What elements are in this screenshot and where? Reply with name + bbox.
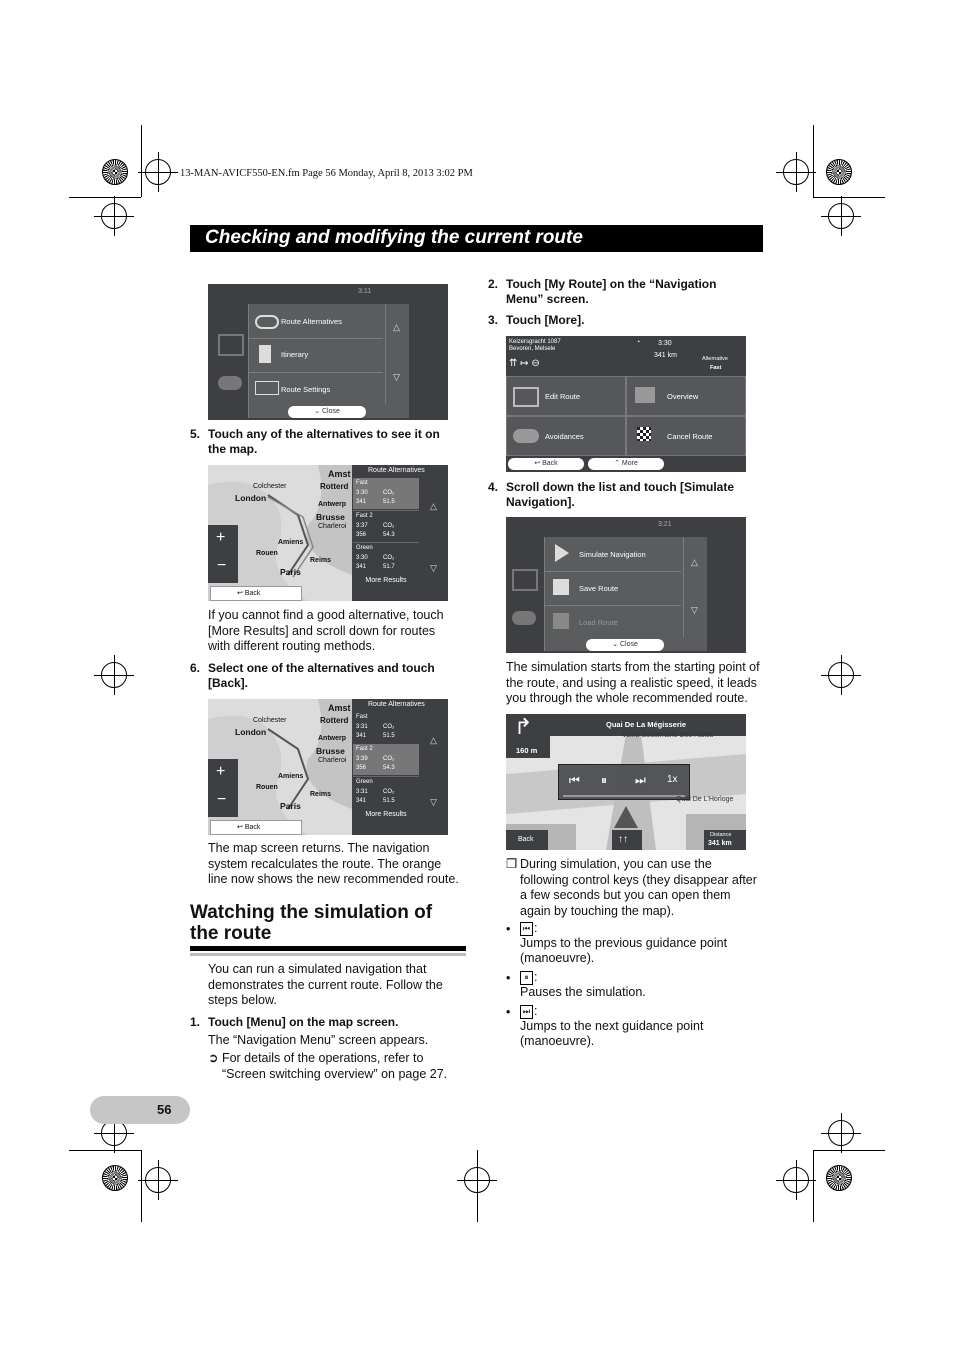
crop-mark [69,197,141,198]
previous-point-icon[interactable]: ⏮ [569,773,580,787]
turn-right-icon: ↱ [514,714,533,739]
back-label: Back [244,590,261,597]
distance-label: Distance [710,832,732,838]
screenshot-my-route [506,336,746,472]
scroll-down-icon[interactable]: ▽ [430,797,437,807]
previous-point-icon: ⏮ [520,922,533,936]
colon: : [534,1004,538,1018]
lane-guidance [612,830,642,850]
turn-distance: 160 m [516,746,538,755]
scroll-bar[interactable] [385,304,410,404]
registration-mark-icon [828,203,854,229]
back-arrow-icon: ↩ [237,590,245,597]
route-alternatives-icon [255,315,279,329]
more-results-button[interactable]: More Results [365,577,407,584]
close-button[interactable] [288,406,366,418]
colon: : [534,970,538,984]
alternatives-panel [352,465,448,601]
crop-mark [477,1150,478,1222]
crop-mark [813,125,814,197]
rosette-icon [826,159,852,185]
text-line: If you cannot find a good alternative, touch [208,608,444,622]
text-line: You can run a simulated navigation that [208,962,427,976]
step-text: Navigation]. [506,495,575,509]
pause-icon[interactable]: ⏸ [601,773,608,787]
city-label: London [235,493,267,503]
save-icon [553,579,569,595]
alternative-row[interactable]: Green 3:30 341 CO₂ 51.7 [353,542,419,574]
registration-mark-icon [783,1167,809,1193]
itinerary-icon [259,345,271,363]
route-time: 3:30 [356,490,368,496]
step-2 [488,277,768,309]
file-header: 13-MAN-AVICF550-EN.fm Page 56 Monday, April 8, 2013 3:02 PM [180,168,473,179]
alternative-row[interactable]: Green 3:31 341 CO₂ 51.5 [353,776,419,808]
bullet-dot: • [506,971,511,985]
text-line: again by touching the map). [520,903,675,918]
no-entry-icon [218,334,244,356]
city-label: Rotterd [320,482,349,491]
route-co2: 51.5 [383,499,395,505]
menu-item-label: Itinerary [281,350,309,359]
paragraph [506,660,771,707]
scroll-bar[interactable] [683,537,708,637]
step-text: Select one of the alternatives and touch [208,661,435,675]
simulate-menu-panel [544,537,707,651]
street-name: Quai De La Mégisserie [606,720,687,729]
registration-mark-icon [101,662,127,688]
step-text: [Back]. [208,676,249,690]
route-distance: 341 [356,798,367,804]
route-distance: 341 [356,733,367,739]
route-distance: 341 [356,564,367,570]
map-overview-icon [635,387,655,403]
menu-item-label: Load Route [579,618,618,627]
paragraph [208,841,470,888]
city-label: Amst [328,469,351,479]
menu-item-route-alternatives[interactable] [249,304,383,339]
city-label: Charleroi [318,523,347,530]
text-line: following control keys (they disappear after [520,872,757,887]
crop-mark [69,1150,141,1151]
speed-label[interactable]: 1x [667,774,678,785]
back-button[interactable] [210,586,302,601]
city-label: Brusse [316,746,345,756]
scroll-down-icon[interactable]: ▽ [691,605,698,615]
bullet-text: Pauses the simulation. [520,985,646,999]
alternatives-panel [352,699,448,835]
page-number: 56 [157,1102,172,1117]
street-label: Quai De L'Horloge [676,796,734,803]
avoid-icon [218,376,242,390]
checkered-flag-icon [637,427,651,441]
address-line: Bevoren, Melsele [509,346,556,352]
section-header-title: Checking and modifying the current route [205,227,583,248]
edit-route-icon [513,387,539,407]
button-label: Cancel Route [667,432,713,441]
screenshot-simulation [506,714,746,850]
back-button[interactable] [210,820,302,835]
menu-item-label: Route Alternatives [281,317,342,326]
chevron-down-icon: ⌄ [612,641,620,648]
progress-bar[interactable] [563,795,685,797]
scroll-up-icon[interactable]: △ [430,501,437,511]
next-point-icon: ⏭ [520,1005,533,1019]
alternative-row[interactable]: Fast 3:31 341 CO₂ 51.5 [356,714,395,739]
step-1 [190,1015,470,1031]
route-name: Fast [356,480,368,486]
city-label: Paris [280,567,301,577]
registration-mark-icon [145,159,171,185]
section-rule-shadow [190,953,466,956]
menu-item-label: Simulate Navigation [579,550,646,559]
scroll-up-icon[interactable]: △ [691,557,698,567]
route-name: Fast 2 [356,513,373,519]
section-rule [190,946,466,951]
route-icons: ⇈ ↦ ⊖ [509,358,540,369]
bullet-text: (manoeuvre). [520,1034,595,1048]
text-line: [More Results] and scroll down for routes [208,623,436,638]
city-label: Colchester [253,717,287,724]
city-label: Reims [310,791,332,798]
text-line: demonstrates the current route. Follow the [208,977,443,992]
route-co2: 54.3 [383,765,395,771]
city-label: London [235,727,267,737]
text-line: the route, and using a realistic speed, it leads [506,675,757,690]
button-label: Overview [667,392,699,401]
position-arrow-icon [614,806,638,828]
screenshot-route-alternatives [208,465,448,601]
step-number: 3. [488,313,499,327]
avoid-icon [512,611,536,625]
zoom-in-icon[interactable]: + [216,529,226,546]
city-label: Rotterd [320,716,349,725]
route-name: Green [356,779,373,785]
time-label: 3:11 [358,288,372,295]
step-number: 4. [488,480,499,494]
city-label: Reims [310,557,332,564]
back-label: Back [518,836,534,843]
step-text: the map. [208,442,258,456]
text-line: line now shows the new recommended route. [208,872,459,886]
route-time: 3:37 [356,523,368,529]
menu-item-simulate-navigation[interactable] [545,537,681,572]
step-3 [488,313,768,329]
city-label: Paris [280,801,301,811]
route-name: Fast 2 [356,746,373,752]
city-label: Amst [328,703,351,713]
menu-item-load-route[interactable] [545,605,681,639]
panel-title: Route Alternatives [368,701,425,708]
city-label: Antwerp [318,735,346,742]
screenshot-simulate-menu [506,517,746,653]
step-text: Touch [Menu] on the map screen. [208,1015,399,1029]
edit-route-button[interactable] [506,376,626,416]
city-label: Rouen [256,550,278,557]
zoom-in-icon[interactable]: + [216,763,226,780]
text-line: you through the whole recommended route. [506,691,748,705]
bullet-text: (manoeuvre). [520,951,595,965]
scroll-down-icon[interactable]: ▽ [430,563,437,573]
time-icon: ◔ [636,339,641,346]
close-label: Close [321,408,340,415]
route-menu-panel [248,304,409,418]
text-line: with different routing methods. [208,639,376,653]
rosette-icon [826,1165,852,1191]
back-button[interactable] [506,830,548,850]
route-name: Fast [356,714,368,720]
more-label: More [621,460,638,467]
registration-mark-icon [145,1167,171,1193]
bullet-dot: • [506,1005,511,1019]
checkbox-bullet-icon: ❒ [506,857,518,871]
more-button[interactable] [588,458,664,470]
step-5 [190,427,470,459]
route-time: 3:30 [658,340,672,347]
text-line: system recalculates the route. The orange [208,856,442,871]
time-label: 3:21 [658,521,672,528]
close-label: Close [619,641,638,648]
registration-mark-icon [828,662,854,688]
street-label: Voirie Souterraine Des Halles [622,732,714,739]
crop-mark [141,1150,142,1222]
menu-item-route-settings[interactable] [249,372,383,406]
chevron-down-icon: ⌄ [314,408,322,415]
scroll-down-icon[interactable]: ▽ [393,372,400,382]
pause-icon: ⏸ [520,971,533,985]
route-settings-icon [255,381,279,395]
menu-item-label: Route Settings [281,385,331,394]
rosette-icon [102,1165,128,1191]
city-label: Colchester [253,483,287,490]
back-arrow-icon: ↩ [237,824,245,831]
simulation-controls [558,764,690,800]
avoidances-icon [513,429,539,443]
panel-title: Route Alternatives [368,467,425,474]
text-line: steps below. [208,993,277,1007]
route-co2: 51.5 [383,798,395,804]
step-number: 1. [190,1015,201,1029]
step-text: Menu” screen. [506,292,589,306]
avoidances-button[interactable] [506,416,626,456]
distance-panel [704,830,746,850]
text-line: a few seconds but you can open them [520,888,731,902]
alternative-row[interactable]: Fast 2 3:39 356 CO₂ 54.3 [353,744,419,775]
back-label: Back [244,824,261,831]
step-4 [488,480,768,512]
crop-mark [141,125,142,197]
bullet-text: Jumps to the previous guidance point [520,936,728,950]
step-text: Touch any of the alternatives to see it on [208,427,440,441]
text-line: The map screen returns. The navigation [208,841,430,855]
menu-item-label: Save Route [579,584,619,593]
alternative-row[interactable]: Fast 3:30 341 CO₂ 51.5 [353,478,419,509]
city-label: Brusse [316,512,345,522]
step-number: 2. [488,277,499,291]
back-arrow-icon: ↩ [534,460,543,467]
button-label: Avoidances [545,432,584,441]
route-distance: 341 [356,499,367,505]
city-label: Rouen [256,784,278,791]
colon: : [534,921,538,935]
city-label: Charleroi [318,757,347,764]
step-text: Touch [My Route] on the “Navigation [506,277,717,291]
bullet-dot: • [506,922,511,936]
city-label: Amiens [278,773,304,780]
step-text: Scroll down the list and touch [Simulate [506,480,735,494]
crop-mark [813,197,885,198]
route-co2: 54.3 [383,532,395,538]
scroll-up-icon[interactable]: △ [430,735,437,745]
rosette-icon [102,159,128,185]
step-number: 5. [190,427,201,441]
step-number: 6. [190,661,201,675]
zoom-out-icon[interactable]: − [217,791,227,808]
zoom-controls [208,759,238,817]
close-button[interactable] [586,639,664,651]
overview-button[interactable] [626,376,746,416]
text-line: The simulation starts from the starting point of [506,660,760,674]
registration-mark-icon [783,159,809,185]
section-title-line: the route [190,923,272,944]
scroll-up-icon[interactable]: △ [393,322,400,332]
zoom-controls [208,525,238,583]
alternative-label: Alternative [702,356,728,362]
section-title-line: Watching the simulation of [190,902,433,923]
route-time: 3:31 [356,724,368,730]
route-time: 3:39 [356,756,368,762]
route-distance: 356 [356,765,367,771]
paragraph [520,857,770,919]
step-reference: “Screen switching overview” on page 27. [222,1067,448,1081]
route-distance: 356 [356,532,367,538]
paragraph [208,962,470,1009]
screenshot-route-menu [208,284,448,420]
alternative-row[interactable]: Fast 2 3:37 356 CO₂ 54.3 [353,510,419,542]
crop-mark [813,1150,885,1151]
no-entry-icon [512,569,538,591]
city-label: Antwerp [318,501,346,508]
route-name: Green [356,545,373,551]
text-line: During simulation, you can use the [520,857,712,871]
registration-mark-icon [101,203,127,229]
back-label: Back [542,460,558,467]
menu-item-save-route[interactable] [545,571,681,606]
fast-label: Fast [710,365,722,371]
next-point-icon[interactable]: ⏭ [635,773,646,787]
route-co2: 51.7 [383,564,395,570]
button-label: Edit Route [545,392,581,401]
address-line: Keizersgracht 1087 [509,339,561,345]
play-icon [555,544,569,562]
more-results-button[interactable]: More Results [365,811,407,818]
menu-item-itinerary[interactable] [249,338,383,373]
zoom-out-icon[interactable]: − [217,557,227,574]
chevron-up-icon: ⌃ [614,460,622,467]
registration-mark-icon [828,1120,854,1146]
route-co2: 51.5 [383,733,395,739]
step-reference: ➲ For details of the operations, refer to [208,1051,424,1065]
step-note: The “Navigation Menu” screen appears. [208,1033,429,1047]
route-time: 3:30 [356,555,368,561]
lane-arrows-icon: ↑↑ [618,834,628,845]
page-number-tab [90,1096,190,1124]
load-icon [553,613,569,629]
distance-value: 341 km [708,840,732,847]
section-title [190,902,465,944]
back-button[interactable] [508,458,584,470]
route-distance: 341 km [654,352,677,359]
step-text: Touch [More]. [506,313,585,327]
screenshot-route-alternatives-selected [208,699,448,835]
crop-mark [813,1150,814,1222]
cancel-route-button[interactable] [626,416,746,456]
paragraph [208,608,470,655]
city-label: Amiens [278,539,304,546]
step-6 [190,661,470,693]
route-time: 3:31 [356,789,368,795]
bullet-text: Jumps to the next guidance point [520,1019,704,1033]
